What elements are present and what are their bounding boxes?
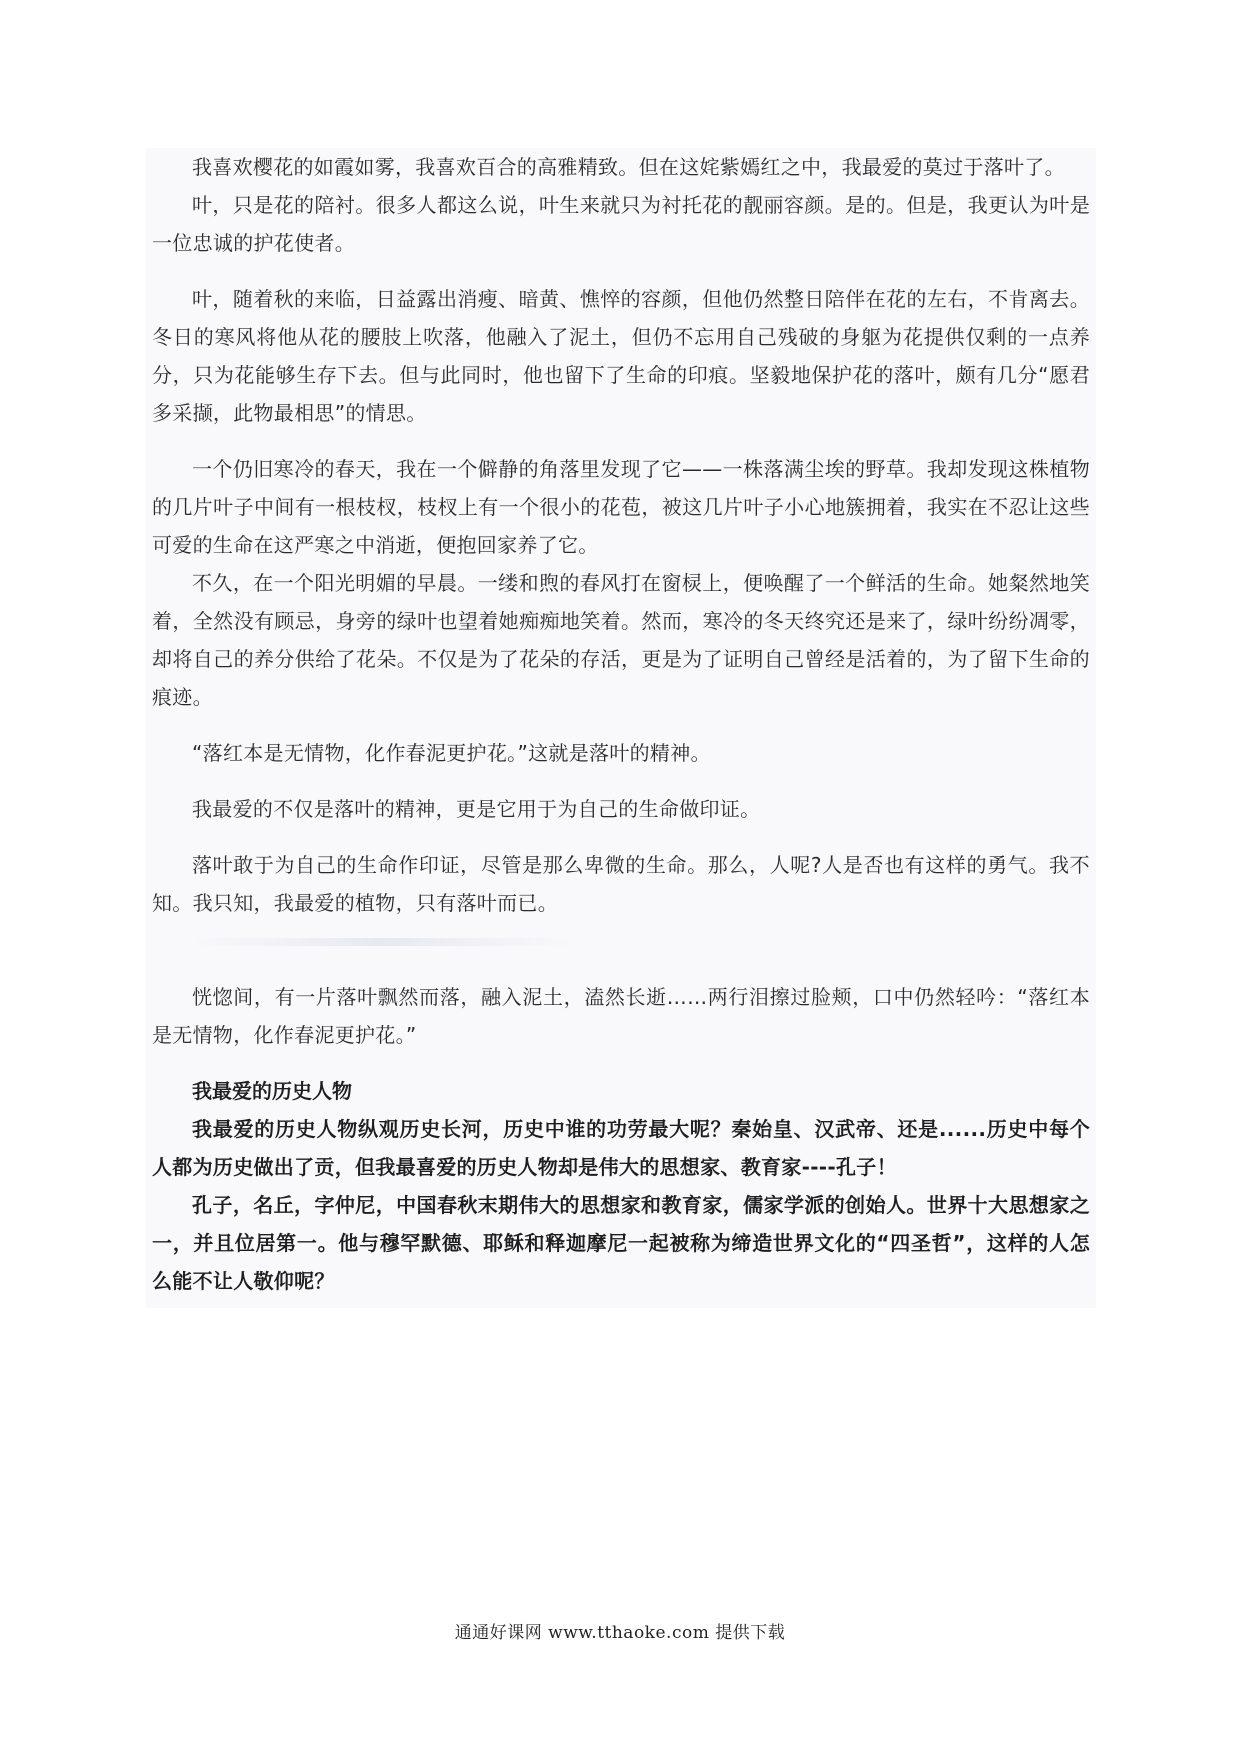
page-footer: 通通好课网 www.tthaoke.com 提供下载 <box>454 1623 786 1643</box>
faint-text-mark <box>192 938 572 946</box>
section-title: 我最爱的历史人物 <box>192 1079 352 1103</box>
spacer <box>152 960 1090 978</box>
paragraph: 一个仍旧寒冷的春天，我在一个僻静的角落里发现了它——一株落满尘埃的野草。我却发现这株植物的几片叶子中间有一根枝杈，枝杈上有一个很小的花苞，被这几片叶子小心地簇拥着，我实在不忍让这些可爱的生命在这严寒之中消逝，便抱回家养了它。 <box>152 457 1090 557</box>
paragraph: 我最爱的不仅是落叶的精神，更是它用于为自己的生命做印证。 <box>192 797 761 821</box>
paragraph: 我喜欢樱花的如霞如雾，我喜欢百合的高雅精致。但在这姹紫嫣红之中，我最爱的莫过于落叶了。 <box>192 155 1065 179</box>
paragraph: 孔子，名丘，字仲尼，中国春秋末期伟大的思想家和教育家，儒家学派的创始人。世界十大思想家之一，并且位居第一。他与穆罕默德、耶稣和释迦摩尼一起被称为缔造世界文化的“四圣哲”，这样的人怎么能不让人敬仰呢？ <box>152 1193 1090 1293</box>
ending-paragraph: 恍惚间，有一片落叶飘然而落，融入泥土，溘然长逝……两行泪擦过脸颊，口中仍然轻吟：“落红本是无情物，化作春泥更护花。” <box>152 985 1090 1047</box>
spacer <box>152 772 1090 790</box>
history-section <box>152 1072 1090 1300</box>
paragraph: 落叶敢于为自己的生命作印证，尽管是那么卑微的生命。那么，人呢?人是否也有这样的勇气。我不知。我只知，我最爱的植物，只有落叶而已。 <box>152 853 1090 915</box>
paragraph: 不久，在一个阳光明媚的早晨。一缕和煦的春风打在窗棂上，便唤醒了一个鲜活的生命。她粲然地笑着，全然没有顾忌，身旁的绿叶也望着她痴痴地笑着。然而，寒冷的冬天终究还是来了，绿叶纷纷凋零，却将自己的养分供给了花朵。不仅是为了花朵的存活，更是为了证明自己曾经是活着的，为了留下生命的痕迹。 <box>152 571 1090 709</box>
essay-body <box>146 148 1096 1308</box>
faint-watermark-line <box>152 922 1090 960</box>
spacer <box>152 262 1090 280</box>
spacer <box>152 432 1090 450</box>
quote-paragraph: “落红本是无情物，化作春泥更护花。”这就是落叶的精神。 <box>192 741 711 765</box>
spacer <box>152 1054 1090 1072</box>
paragraph: 叶，随着秋的来临，日益露出消瘦、暗黄、憔悴的容颜，但他仍然整日陪伴在花的左右，不肯离去。冬日的寒风将他从花的腰肢上吹落，他融入了泥土，但仍不忘用自己残破的身躯为花提供仅剩的一点养分，只为花能够生存下去。但与此同时，他也留下了生命的印痕。坚毅地保护花的落叶，颇有几分“愿君多采撷，此物最相思”的情思。 <box>152 287 1090 425</box>
paragraph: 叶，只是花的陪衬。很多人都这么说，叶生来就只为衬托花的靓丽容颜。是的。但是，我更认为叶是一位忠诚的护花使者。 <box>152 193 1090 255</box>
paragraph: 我最爱的历史人物纵观历史长河，历史中谁的功劳最大呢？秦始皇、汉武帝、还是......历史中每个人都为历史做出了贡，但我最喜爱的历史人物却是伟大的思想家、教育家----孔子！ <box>152 1117 1090 1179</box>
spacer <box>152 828 1090 846</box>
spacer <box>152 716 1090 734</box>
